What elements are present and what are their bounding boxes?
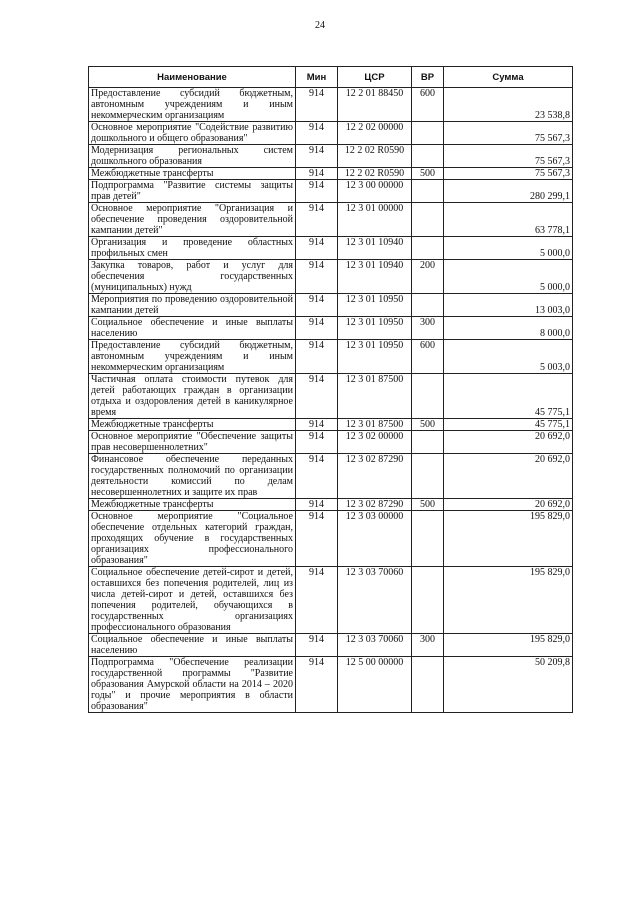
row-csr: 12 3 01 10950: [338, 317, 412, 340]
row-sum: 5 003,0: [444, 340, 573, 374]
table-row: [89, 122, 573, 145]
row-sum: 8 000,0: [444, 317, 573, 340]
row-csr: 12 3 03 70060: [338, 567, 412, 634]
row-vr: [412, 203, 444, 237]
table-row: [89, 419, 573, 431]
row-csr: 12 3 01 87500: [338, 419, 412, 431]
row-vr: [412, 454, 444, 499]
header-name: Наименование: [89, 67, 296, 88]
row-vr: 600: [412, 340, 444, 374]
row-min: 914: [296, 634, 338, 657]
row-vr: 300: [412, 317, 444, 340]
row-name: Межбюджетные трансферты: [89, 419, 296, 431]
table-row: [89, 340, 573, 374]
table-row: [89, 317, 573, 340]
row-name: Социальное обеспечение и иные выплаты населению: [89, 634, 296, 657]
row-csr: 12 3 02 87290: [338, 499, 412, 511]
row-vr: [412, 122, 444, 145]
row-vr: [412, 374, 444, 419]
row-sum: 75 567,3: [444, 145, 573, 168]
row-min: 914: [296, 657, 338, 713]
row-name: Основное мероприятие "Содействие развитию дошкольного и общего образования": [89, 122, 296, 145]
table-row: [89, 168, 573, 180]
row-name: Частичная оплата стоимости путевок для детей работающих граждан в организации отдыха и оздоровления детей в каникулярное время: [89, 374, 296, 419]
row-csr: 12 3 01 10950: [338, 340, 412, 374]
row-min: 914: [296, 454, 338, 499]
row-sum: 45 775,1: [444, 419, 573, 431]
row-csr: 12 3 02 87290: [338, 454, 412, 499]
row-csr: 12 3 00 00000: [338, 180, 412, 203]
row-sum: 20 692,0: [444, 454, 573, 499]
row-csr: 12 3 01 10940: [338, 237, 412, 260]
table-row: [89, 511, 573, 567]
table-row: [89, 374, 573, 419]
row-vr: 200: [412, 260, 444, 294]
table-row: [89, 180, 573, 203]
row-vr: 300: [412, 634, 444, 657]
table-header-row: [89, 67, 573, 88]
row-min: 914: [296, 237, 338, 260]
row-min: 914: [296, 122, 338, 145]
row-name: Предоставление субсидий бюджетным, автономным учреждениям и иным некоммерческим организациям: [89, 340, 296, 374]
row-min: 914: [296, 374, 338, 419]
row-min: 914: [296, 88, 338, 122]
row-sum: 45 775,1: [444, 374, 573, 419]
row-sum: 195 829,0: [444, 567, 573, 634]
header-min: Мин: [296, 67, 338, 88]
row-vr: 500: [412, 499, 444, 511]
row-min: 914: [296, 511, 338, 567]
row-csr: 12 3 03 70060: [338, 634, 412, 657]
budget-table: [88, 66, 573, 713]
row-csr: 12 2 02 R0590: [338, 168, 412, 180]
row-min: 914: [296, 567, 338, 634]
row-vr: 600: [412, 88, 444, 122]
row-csr: 12 2 02 00000: [338, 122, 412, 145]
row-sum: 20 692,0: [444, 499, 573, 511]
row-name: Межбюджетные трансферты: [89, 168, 296, 180]
row-min: 914: [296, 499, 338, 511]
row-name: Финансовое обеспечение переданных государственных полномочий по организации деятельности комиссий по делам несовершеннолетних и защите их прав: [89, 454, 296, 499]
row-sum: 75 567,3: [444, 168, 573, 180]
row-vr: 500: [412, 168, 444, 180]
table-row: [89, 454, 573, 499]
row-sum: 20 692,0: [444, 431, 573, 454]
row-name: Основное мероприятие "Обеспечение защиты прав несовершеннолетних": [89, 431, 296, 454]
row-sum: 195 829,0: [444, 511, 573, 567]
row-name: Модернизация региональных систем дошкольного образования: [89, 145, 296, 168]
header-sum: Сумма: [444, 67, 573, 88]
row-name: Социальное обеспечение и иные выплаты населению: [89, 317, 296, 340]
row-min: 914: [296, 419, 338, 431]
row-vr: [412, 567, 444, 634]
row-csr: 12 5 00 00000: [338, 657, 412, 713]
page-number: 24: [315, 20, 325, 31]
table-row: [89, 294, 573, 317]
row-min: 914: [296, 431, 338, 454]
row-csr: 12 2 02 R0590: [338, 145, 412, 168]
row-csr: 12 3 01 87500: [338, 374, 412, 419]
table-row: [89, 145, 573, 168]
row-csr: 12 3 03 00000: [338, 511, 412, 567]
row-name: Организация и проведение областных профильных смен: [89, 237, 296, 260]
row-sum: 23 538,8: [444, 88, 573, 122]
row-csr: 12 3 01 10940: [338, 260, 412, 294]
table-row: [89, 657, 573, 713]
row-csr: 12 2 01 88450: [338, 88, 412, 122]
row-name: Межбюджетные трансферты: [89, 499, 296, 511]
row-name: Закупка товаров, работ и услуг для обеспечения государственных (муниципальных) нужд: [89, 260, 296, 294]
table-row: [89, 499, 573, 511]
row-name: Социальное обеспечение детей-сирот и детей, оставшихся без попечения родителей, лиц из числа детей-сирот и детей, оставшихся без попечения родителей, обучающихся в государственных организациях профессионального образования: [89, 567, 296, 634]
header-vr: ВР: [412, 67, 444, 88]
row-vr: [412, 511, 444, 567]
row-sum: 5 000,0: [444, 260, 573, 294]
row-sum: 63 778,1: [444, 203, 573, 237]
row-sum: 5 000,0: [444, 237, 573, 260]
row-name: Предоставление субсидий бюджетным, автономным учреждениям и иным некоммерческим организациям: [89, 88, 296, 122]
table-row: [89, 260, 573, 294]
row-sum: 13 003,0: [444, 294, 573, 317]
row-csr: 12 3 01 00000: [338, 203, 412, 237]
row-min: 914: [296, 260, 338, 294]
table-row: [89, 237, 573, 260]
row-min: 914: [296, 168, 338, 180]
row-csr: 12 3 02 00000: [338, 431, 412, 454]
table-row: [89, 567, 573, 634]
row-min: 914: [296, 340, 338, 374]
row-vr: 500: [412, 419, 444, 431]
row-vr: [412, 294, 444, 317]
table-row: [89, 431, 573, 454]
table-row: [89, 634, 573, 657]
row-sum: 280 299,1: [444, 180, 573, 203]
row-vr: [412, 145, 444, 168]
header-csr: ЦСР: [338, 67, 412, 88]
row-min: 914: [296, 180, 338, 203]
row-vr: [412, 657, 444, 713]
row-vr: [412, 431, 444, 454]
row-min: 914: [296, 145, 338, 168]
row-name: Мероприятия по проведению оздоровительной кампании детей: [89, 294, 296, 317]
row-sum: 50 209,8: [444, 657, 573, 713]
row-min: 914: [296, 317, 338, 340]
row-name: Подпрограмма "Развитие системы защиты прав детей": [89, 180, 296, 203]
row-vr: [412, 180, 444, 203]
row-name: Подпрограмма "Обеспечение реализации государственной программы "Развитие образования Амурской области на 2014 – 2020 годы" и прочие мероприятия в области образования": [89, 657, 296, 713]
row-name: Основное мероприятие "Организация и обеспечение проведения оздоровительной кампании детей": [89, 203, 296, 237]
row-min: 914: [296, 294, 338, 317]
table-row: [89, 203, 573, 237]
row-csr: 12 3 01 10950: [338, 294, 412, 317]
row-sum: 195 829,0: [444, 634, 573, 657]
row-sum: 75 567,3: [444, 122, 573, 145]
row-name: Основное мероприятие "Социальное обеспечение отдельных категорий граждан, проходящих обучение в государственных организациях профессионального образования": [89, 511, 296, 567]
row-min: 914: [296, 203, 338, 237]
row-vr: [412, 237, 444, 260]
table-row: [89, 88, 573, 122]
